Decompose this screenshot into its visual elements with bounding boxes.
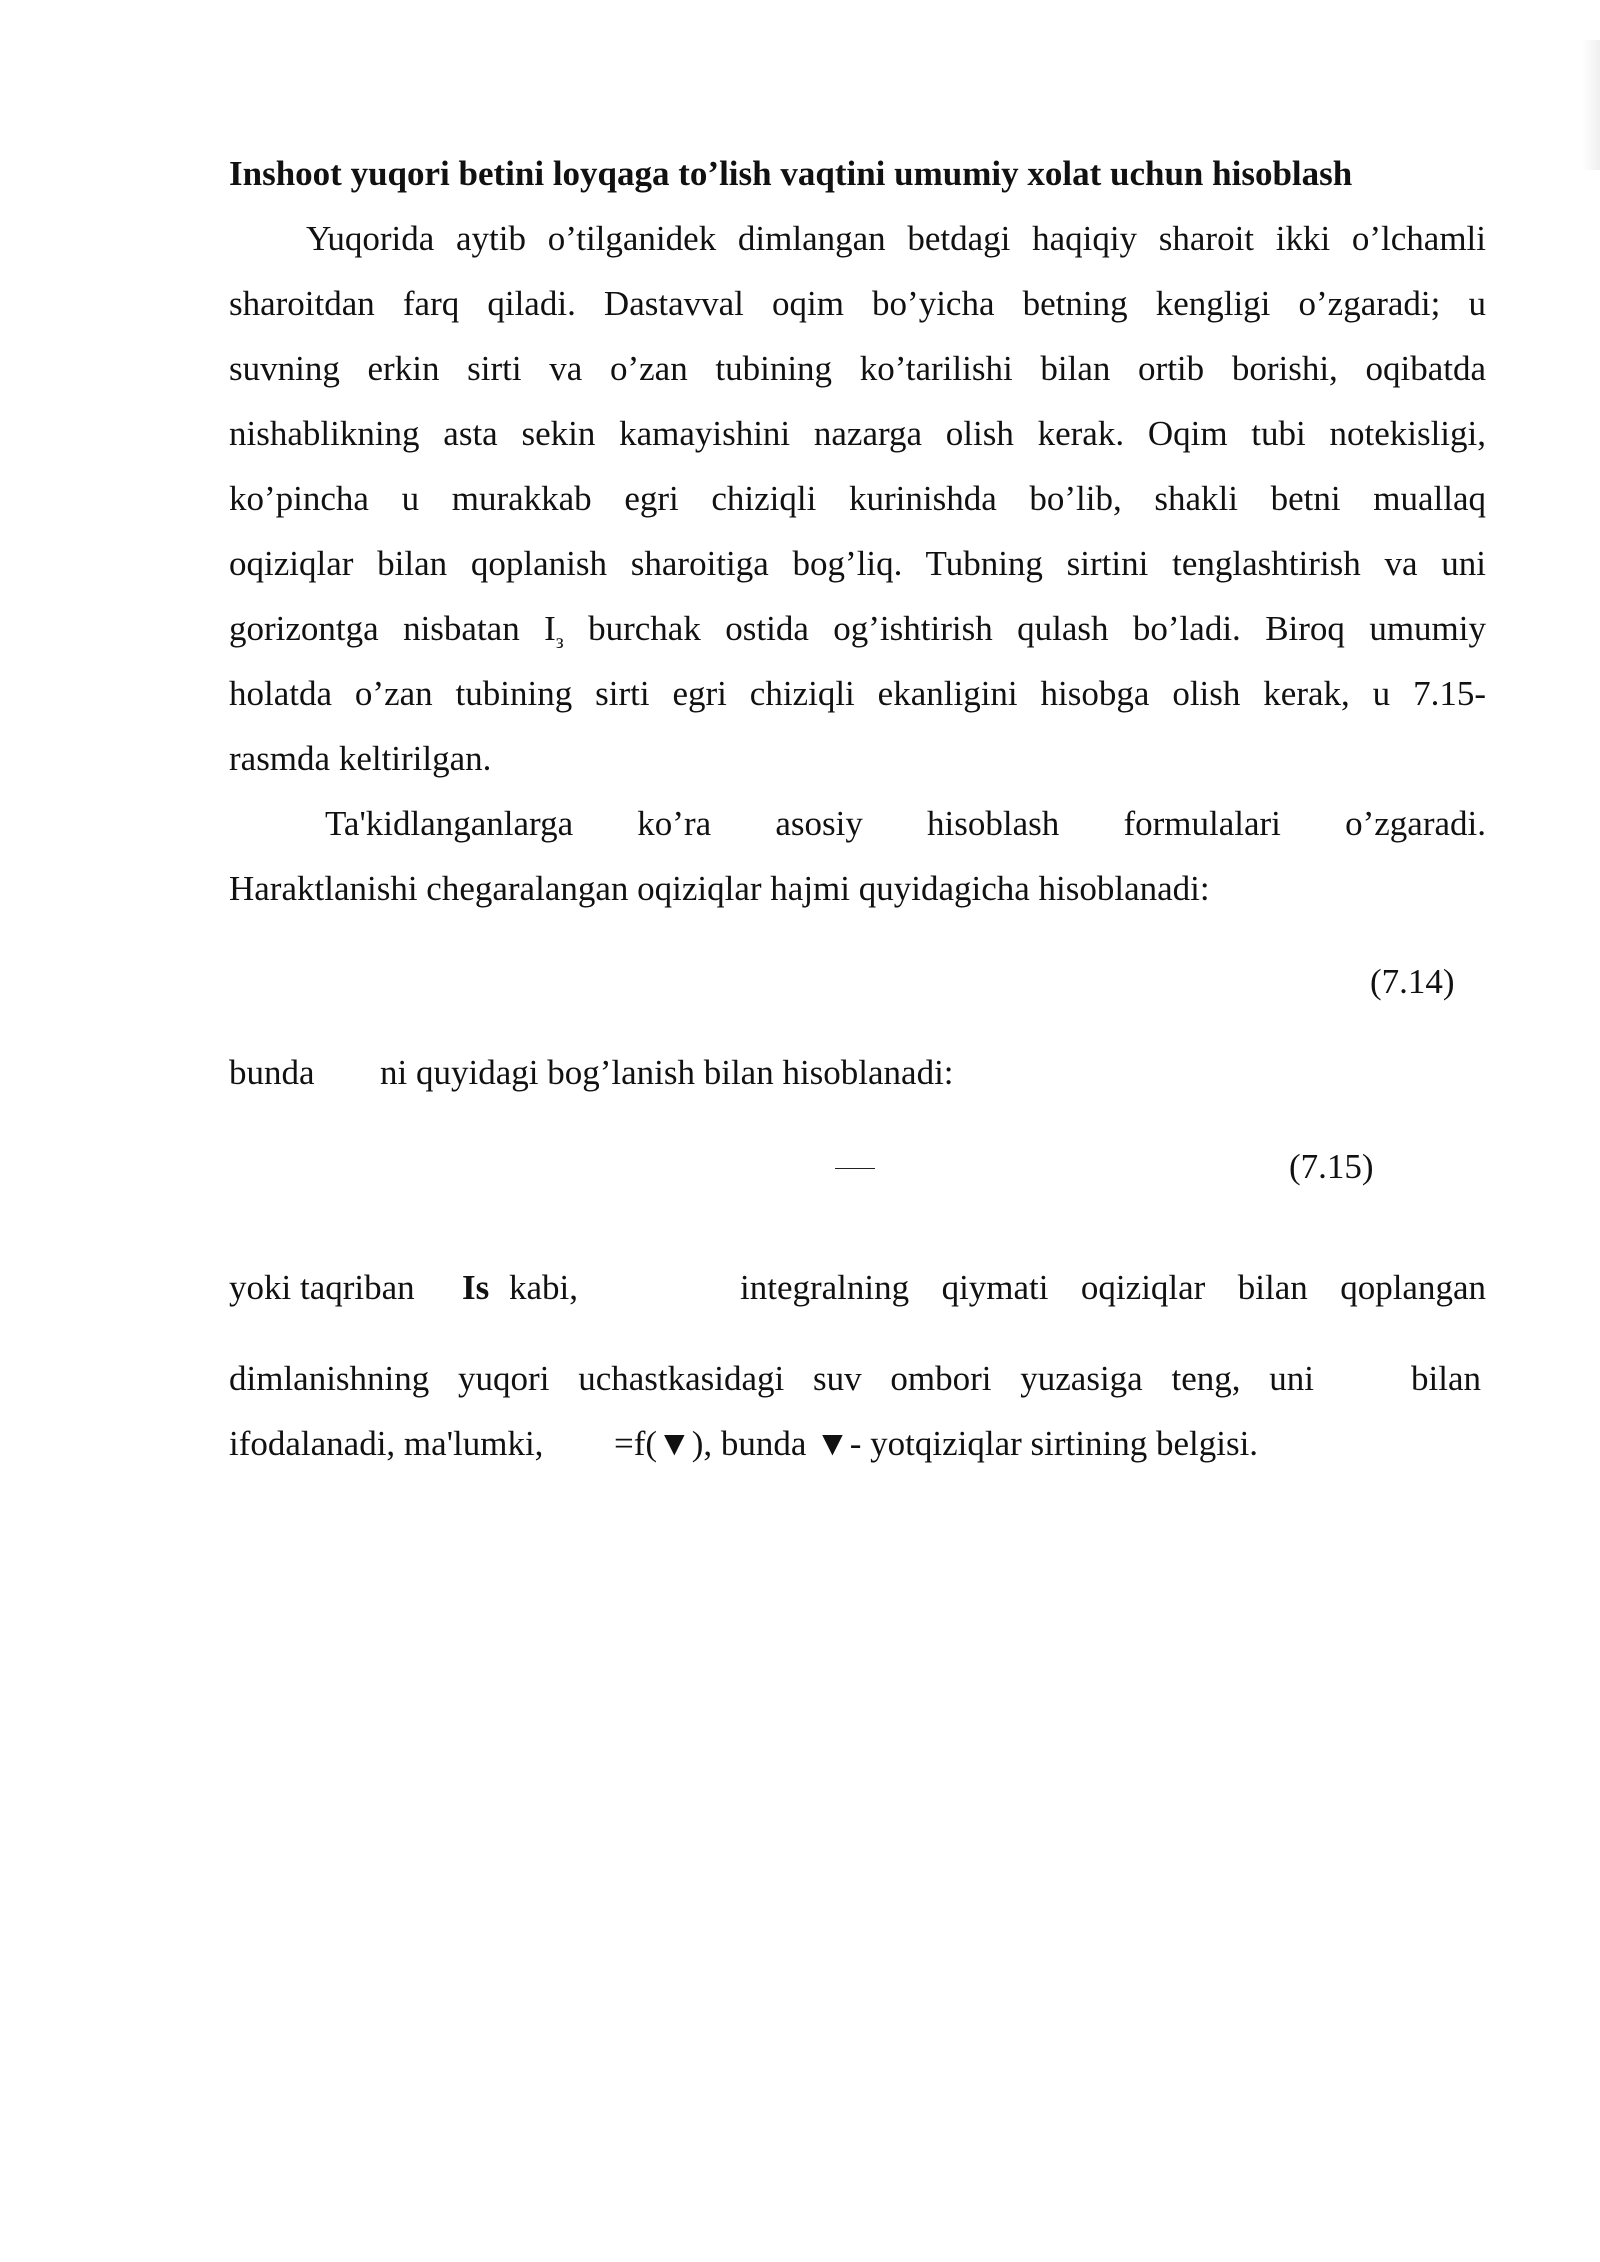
paragraph2-line2: Haraktlanishi chegaralangan oqiziqlar hajmi quyidagicha hisoblanadi: (229, 869, 1210, 908)
paragraph1-line1: Yuqorida aytib o’tilganidek dimlangan betdagi haqiqiy sharoit ikki o’lchamli (306, 219, 1486, 258)
bunda-word: bunda (229, 1053, 315, 1092)
paragraph1-line3: suvning erkin sirti va o’zan tubining ko’tarilishi bilan ortib borishi, oqibatda (229, 349, 1486, 388)
last-line-start: ifodalanadi, ma'lumki, (229, 1424, 544, 1463)
dimlanish-line: dimlanishning yuqori uchastkasidagi suv ombori yuzasiga teng, uni (229, 1359, 1314, 1398)
bunda-line-rest: ni quyidagi bog’lanish bilan hisoblanadi: (380, 1053, 954, 1092)
section-heading: Inshoot yuqori betini loyqaga to’lish vaqtini umumiy xolat uchun hisoblash (229, 154, 1353, 193)
paragraph1-line5: ko’pincha u murakkab egri chiziqli kurinishda bo’lib, shakli betni muallaq (229, 479, 1486, 518)
equation-number-7-14: (7.14) (1370, 962, 1455, 1001)
paragraph1-line8: holatda o’zan tubining sirti egri chiziqli ekanligini hisobga olish kerak, u 7.15- (229, 674, 1486, 713)
equation-number-7-15: (7.15) (1289, 1147, 1374, 1186)
page-edge-shadow (1582, 40, 1600, 170)
yoki-line-end: integralning qiymati oqiziqlar bilan qoplangan (740, 1268, 1486, 1307)
paragraph1-line9: rasmda keltirilgan. (229, 739, 492, 778)
yoki-line-kabi: kabi, (509, 1268, 579, 1307)
dimlanish-line-end: bilan (1411, 1359, 1481, 1398)
last-line-end: =f(▼), bunda ▼- yotqiziqlar sirtining belgisi. (614, 1424, 1259, 1463)
paragraph1-line7 (229, 607, 1486, 664)
paragraph1-line6: oqiziqlar bilan qoplanish sharoitiga bog’liq. Tubning sirtini tenglashtirish va uni (229, 544, 1486, 583)
is-symbol: Is (462, 1268, 490, 1307)
paragraph1-line7-start: gorizontga nisbatan I (229, 609, 556, 648)
paragraph1-line2: sharoitdan farq qiladi. Dastavval oqim bo’yicha betning kengligi o’zgaradi; u (229, 284, 1486, 323)
paragraph2-line1: Ta'kidlanganlarga ko’ra asosiy hisoblash formulalari o’zgaradi. (325, 804, 1486, 843)
fraction-bar (835, 1168, 875, 1169)
paragraph1-line7-end: burchak ostida og’ishtirish qulash bo’ladi. Biroq umumiy (563, 609, 1486, 648)
paragraph1-line4: nishablikning asta sekin kamayishini nazarga olish kerak. Oqim tubi notekisligi, (229, 414, 1486, 453)
angle-subscript: з (555, 631, 564, 653)
yoki-line-start: yoki taqriban (229, 1268, 415, 1307)
